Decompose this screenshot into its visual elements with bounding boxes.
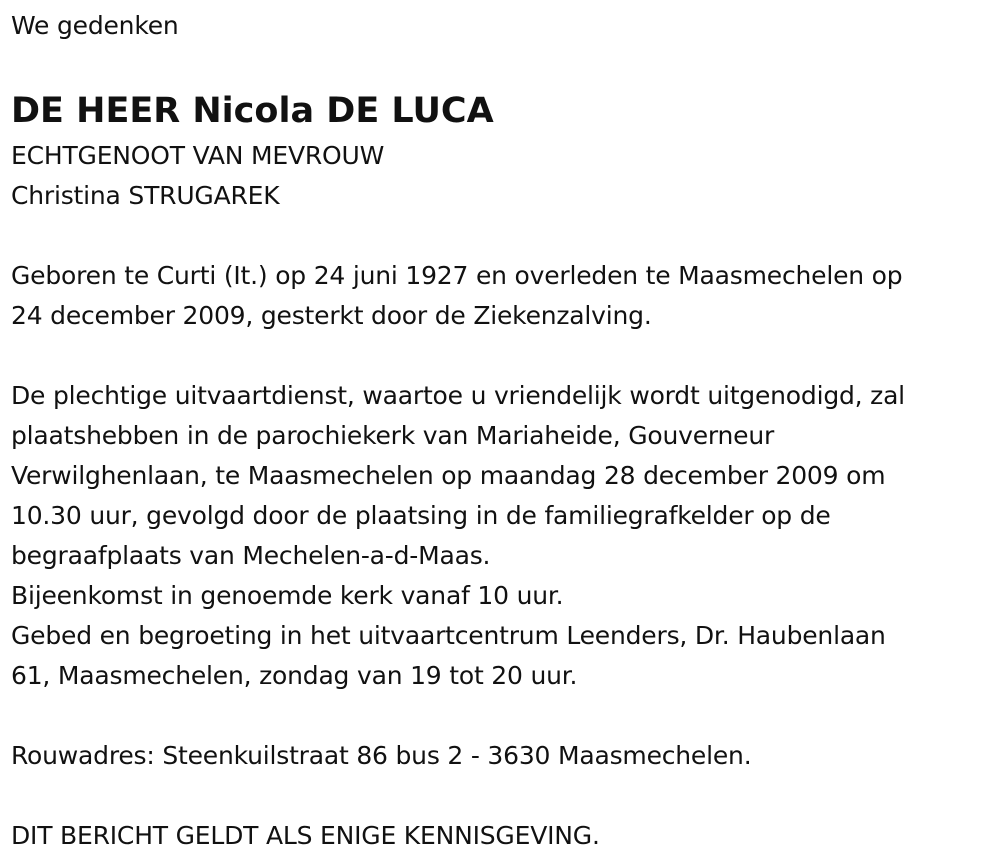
funeral-line: plaatshebben in de parochiekerk van Mariaheide, Gouverneur: [11, 421, 775, 450]
funeral-line: begraafplaats van Mechelen-a-d-Maas.: [11, 541, 491, 570]
spacer: [11, 216, 991, 256]
funeral-line: De plechtige uitvaartdienst, waartoe u vriendelijk wordt uitgenodigd, zal: [11, 381, 905, 410]
deceased-name: DE HEER Nicola DE LUCA: [11, 91, 494, 131]
spacer: [11, 336, 991, 376]
gathering-line: Bijeenkomst in genoemde kerk vanaf 10 uur.: [11, 581, 564, 610]
spacer: [11, 776, 991, 816]
funeral-line: Verwilghenlaan, te Maasmechelen op maandag 28 december 2009 om: [11, 461, 886, 490]
spacer: [11, 696, 991, 736]
birth-death-line: 24 december 2009, gesterkt door de Ziekenzalving.: [11, 301, 652, 330]
funeral-paragraph: [11, 376, 991, 696]
spouse-line-1: ECHTGENOOT VAN MEVROUW: [11, 141, 385, 170]
funeral-line: 10.30 uur, gevolgd door de plaatsing in de familiegrafkelder op de: [11, 501, 831, 530]
birth-death-line: Geboren te Curti (It.) op 24 juni 1927 en overleden te Maasmechelen op: [11, 261, 903, 290]
prayer-line: 61, Maasmechelen, zondag van 19 tot 20 uur.: [11, 661, 578, 690]
obituary-notice: [11, 6, 991, 856]
birth-death-paragraph: [11, 256, 991, 336]
mourning-address: Rouwadres: Steenkuilstraat 86 bus 2 - 3630 Maasmechelen.: [11, 741, 752, 770]
prayer-line: Gebed en begroeting in het uitvaartcentrum Leenders, Dr. Haubenlaan: [11, 621, 886, 650]
closing-statement: DIT BERICHT GELDT ALS ENIGE KENNISGEVING.: [11, 821, 600, 850]
intro-text: We gedenken: [11, 11, 179, 40]
spouse-line-2: Christina STRUGAREK: [11, 181, 280, 210]
